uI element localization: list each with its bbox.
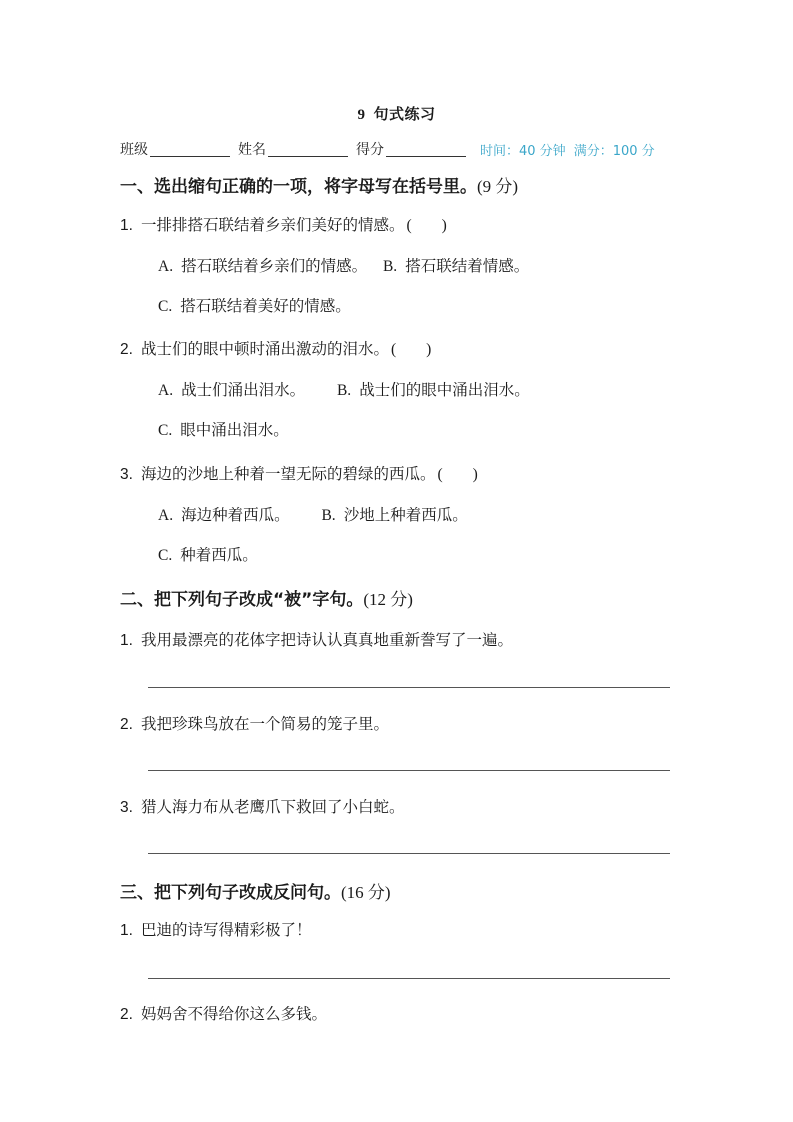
- full-score: 满分：100 分: [573, 144, 655, 159]
- question-text: 巴迪的诗写得精彩极了！: [140, 921, 312, 939]
- question-number: 1.: [120, 217, 133, 234]
- class-blank[interactable]: [150, 141, 230, 157]
- question-2-1: [120, 628, 513, 650]
- title-number: 9: [357, 107, 366, 123]
- question-1-1: [120, 213, 447, 235]
- answer-paren[interactable]: ( ): [437, 466, 478, 483]
- question-number: 1.: [120, 922, 133, 939]
- option-b: B. 搭石联结着情感。: [382, 257, 530, 275]
- section-heading-2: [120, 585, 413, 610]
- question-number: 3.: [120, 799, 133, 816]
- section-heading-text: 三、把下列句子改成反问句。: [120, 883, 341, 903]
- options-row: [158, 378, 530, 400]
- answer-paren[interactable]: ( ): [406, 217, 447, 234]
- title-text: 句式练习: [373, 105, 436, 123]
- option-a: A. 搭石联结着乡亲们的情感。: [158, 257, 368, 275]
- time-limit: 时间：40 分钟: [480, 144, 566, 159]
- page-title: [0, 103, 793, 124]
- section-points: (12 分): [363, 590, 413, 609]
- question-3-1: [120, 918, 311, 940]
- question-1-3: [120, 462, 478, 484]
- section-points: (9 分): [477, 177, 519, 196]
- question-text: 我把珍珠鸟放在一个简易的笼子里。: [140, 715, 389, 733]
- answer-line[interactable]: [148, 687, 670, 688]
- name-label: 姓名: [238, 142, 266, 158]
- section-heading-1: [120, 172, 518, 197]
- score-label: 得分: [356, 142, 384, 158]
- question-text: 妈妈舍不得给你这么多钱。: [140, 1005, 327, 1023]
- question-number: 2.: [120, 341, 133, 358]
- question-text: 我用最漂亮的花体字把诗认认真真地重新誊写了一遍。: [140, 631, 513, 649]
- option-c: C. 眼中涌出泪水。: [158, 421, 289, 439]
- question-3-2: [120, 1002, 327, 1024]
- question-2-2: [120, 712, 389, 734]
- question-number: 1.: [120, 632, 133, 649]
- name-blank[interactable]: [268, 141, 348, 157]
- question-text: 猎人海力布从老鹰爪下救回了小白蛇。: [140, 798, 405, 816]
- score-blank[interactable]: [386, 141, 466, 157]
- option-a: A. 海边种着西瓜。: [158, 506, 290, 524]
- option-c: C. 种着西瓜。: [158, 546, 258, 564]
- answer-line[interactable]: [148, 978, 670, 979]
- options-row: [158, 543, 258, 565]
- question-number: 2.: [120, 1006, 133, 1023]
- question-text: 海边的沙地上种着一望无际的碧绿的西瓜。: [140, 465, 436, 483]
- exam-meta: [480, 140, 663, 159]
- section-heading-3: [120, 878, 391, 903]
- answer-line[interactable]: [148, 770, 670, 771]
- question-1-2: [120, 337, 431, 359]
- student-info-row: [120, 139, 663, 159]
- section-heading-text: 二、把下列句子改成“被”字句。: [120, 590, 364, 610]
- answer-paren[interactable]: ( ): [390, 341, 432, 358]
- option-b: B. 战士们的眼中涌出泪水。: [336, 381, 530, 399]
- option-c: C. 搭石联结着美好的情感。: [158, 297, 351, 315]
- section-heading-text: 一、选出缩句正确的一项，将字母写在括号里。: [120, 177, 477, 197]
- options-row: [158, 503, 468, 525]
- options-row: [158, 294, 351, 316]
- question-number: 2.: [120, 716, 133, 733]
- option-b: B. 沙地上种着西瓜。: [321, 506, 468, 524]
- question-number: 3.: [120, 466, 133, 483]
- question-text: 一排排搭石联结着乡亲们美好的情感。: [140, 216, 405, 234]
- options-row: [158, 254, 529, 276]
- option-a: A. 战士们涌出泪水。: [158, 381, 306, 399]
- question-2-3: [120, 795, 404, 817]
- class-label: 班级: [120, 142, 148, 158]
- options-row: [158, 418, 289, 440]
- section-points: (16 分): [341, 883, 391, 902]
- answer-line[interactable]: [148, 853, 670, 854]
- question-text: 战士们的眼中顿时涌出激动的泪水。: [140, 340, 389, 358]
